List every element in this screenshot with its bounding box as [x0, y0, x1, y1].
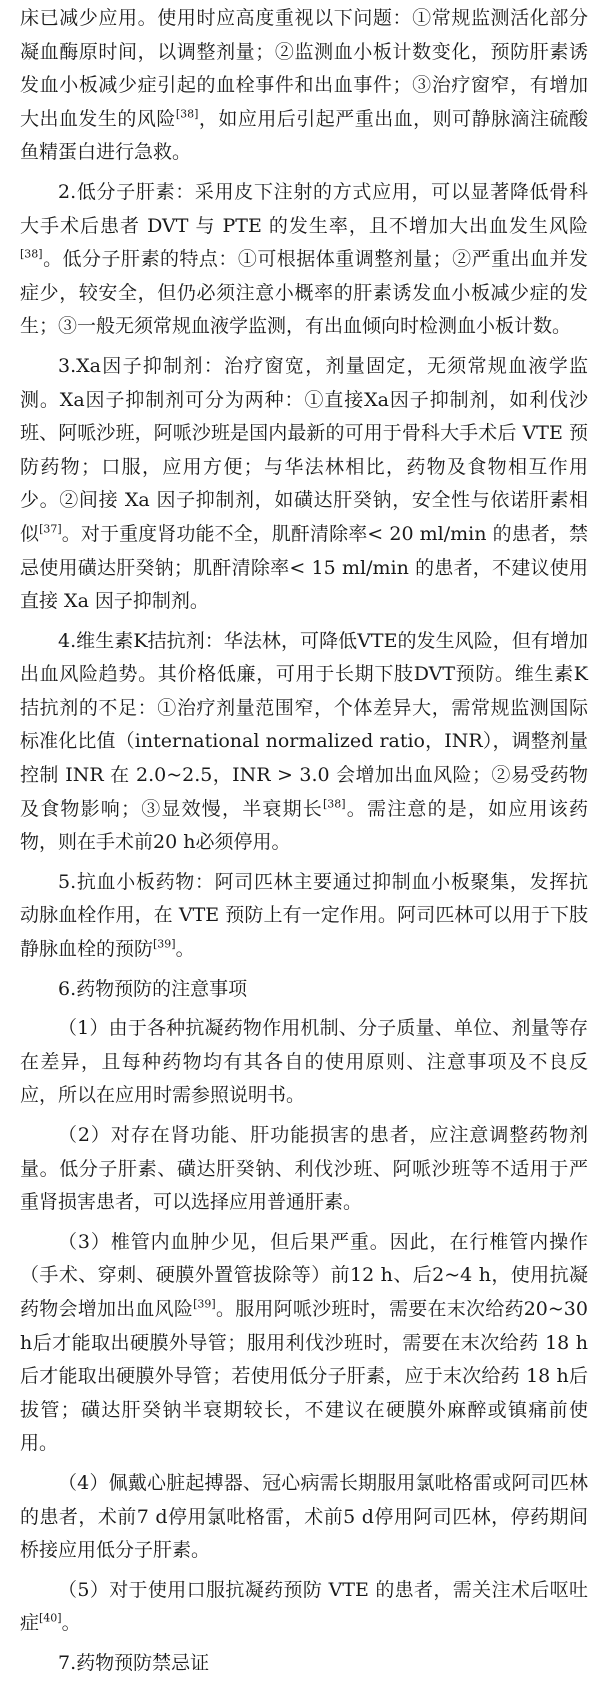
section-heading — [20, 973, 588, 1007]
paragraph — [20, 350, 588, 619]
paragraph — [20, 176, 588, 344]
text-run: （2）对存在肾功能、肝功能损害的患者，应注意调整药物剂量。低分子肝素、磺达肝癸钠、利伐沙班、阿哌沙班等不适用于严重肾损害患者，可以选择应用普通肝素。 — [20, 1124, 588, 1214]
text-run: 。需注意的是，如应用该药物，则在手术前20 h必须停用。 — [20, 797, 588, 854]
paragraph — [20, 866, 588, 967]
text-run: 7.药物预防禁忌证 — [58, 1651, 210, 1674]
text-run: （3）椎管内血肿少见，但后果严重。因此，在行椎管内操作（手术、穿刺、硬膜外置管拔除等）前12 h、后2~4 h，使用抗凝药物会增加出血风险 — [20, 1230, 588, 1320]
text-run: （5）对于使用口服抗凝药预防 VTE 的患者，需关注术后呕吐症 — [20, 1578, 588, 1635]
paragraph — [20, 2, 588, 170]
paragraph — [20, 1467, 588, 1568]
text-run: 。 — [175, 938, 195, 961]
text-run: 。低分子肝素的特点：①可根据体重调整剂量；②严重出血并发症少，较安全，但仍必须注意小概率的肝素诱发血小板减少症的发生；③一般无须常规血液学监测，有出血倾向时检测血小板计数。 — [20, 248, 588, 338]
citation-ref: [39] — [193, 1297, 216, 1311]
text-run: 3.Xa因子抑制剂：治疗窗宽，剂量固定，无须常规血液学监测。Xa因子抑制剂可分为两种：①直接Xa因子抑制剂，如利伐沙班、阿哌沙班，阿哌沙班是国内最新的可用于骨科大手术后 VTE 预防药物；口服，应用方便；与华法林相比，药物及食物相互作用少。②间接 Xa 因子抑制剂，如磺达肝癸钠，安全性与依诺肝素相似 — [20, 354, 588, 545]
text-run: 。 — [61, 1612, 81, 1635]
citation-ref: [40] — [39, 1611, 62, 1625]
text-run: 。服用阿哌沙班时，需要在末次给药20~30 h后才能取出硬膜外导管；服用利伐沙班时，需要在末次给药 18 h后才能取出硬膜外导管；若使用低分子肝素，应于末次给药 18 h后拔管；磺达肝癸钠半衰期较长，不建议在硬膜外麻醉或镇痛前使用。 — [20, 1297, 588, 1455]
citation-ref: [38] — [323, 797, 346, 811]
paragraph — [20, 1012, 588, 1113]
citation-ref: [39] — [153, 937, 176, 951]
paragraph — [20, 1119, 588, 1220]
paragraph — [20, 625, 588, 860]
text-run: 。对于重度肾功能不全，肌酐清除率< 20 ml/min 的患者，禁忌使用磺达肝癸钠；肌酐清除率< 15 ml/min 的患者，不建议使用直接 Xa 因子抑制剂。 — [20, 522, 588, 613]
paragraph — [20, 1574, 588, 1641]
text-run: 5.抗血小板药物：阿司匹林主要通过抑制血小板聚集，发挥抗动脉血栓作用，在 VTE 预防上有一定作用。阿司匹林可以用于下肢静脉血栓的预防 — [20, 870, 588, 961]
text-run: 6.药物预防的注意事项 — [58, 977, 248, 1000]
text-run: （1）由于各种抗凝药物作用机制、分子质量、单位、剂量等存在差异，且每种药物均有其各自的使用原则、注意事项及不良反应，所以在应用时需参照说明书。 — [20, 1017, 588, 1107]
text-run: 2.低分子肝素：采用皮下注射的方式应用，可以显著降低骨科大手术后患者 DVT 与 PTE 的发生率，且不增加大出血发生风险 — [20, 180, 588, 237]
text-run: ，如应用后引起严重出血，则可静脉滴注硫酸鱼精蛋白进行急救。 — [20, 107, 588, 164]
text-run: （4）佩戴心脏起搏器、冠心病需长期服用氯吡格雷或阿司匹林的患者，术前7 d停用氯吡格雷，术前5 d停用阿司匹林，停药期间桥接应用低分子肝素。 — [20, 1471, 588, 1562]
citation-ref: [38] — [175, 107, 199, 121]
text-run: 床已减少应用。使用时应高度重视以下问题：①常规监测活化部分凝血酶原时间，以调整剂量；②监测血小板计数变化，预防肝素诱发血小板减少症引起的血栓事件和出血事件；③治疗窗窄，有增加大出血发生的风险 — [20, 7, 588, 130]
paragraph — [20, 1226, 588, 1461]
citation-ref: [37] — [39, 522, 62, 536]
text-run: 4.维生素K拮抗剂：华法林，可降低VTE的发生风险，但有增加出血风险趋势。其价格低廉，可用于长期下肢DVT预防。维生素K拮抗剂的不足：①治疗剂量范围窄，个体差异大，需常规监测国际标准化比值（international normalized ratio，INR），调整剂量控制 INR 在 2.0~2.5，INR > 3.0 会增加出血风险；②易受药物及食物影响；③显效慢，半衰期长 — [20, 629, 588, 820]
section-heading — [20, 1647, 588, 1681]
citation-ref: [38] — [20, 247, 43, 261]
